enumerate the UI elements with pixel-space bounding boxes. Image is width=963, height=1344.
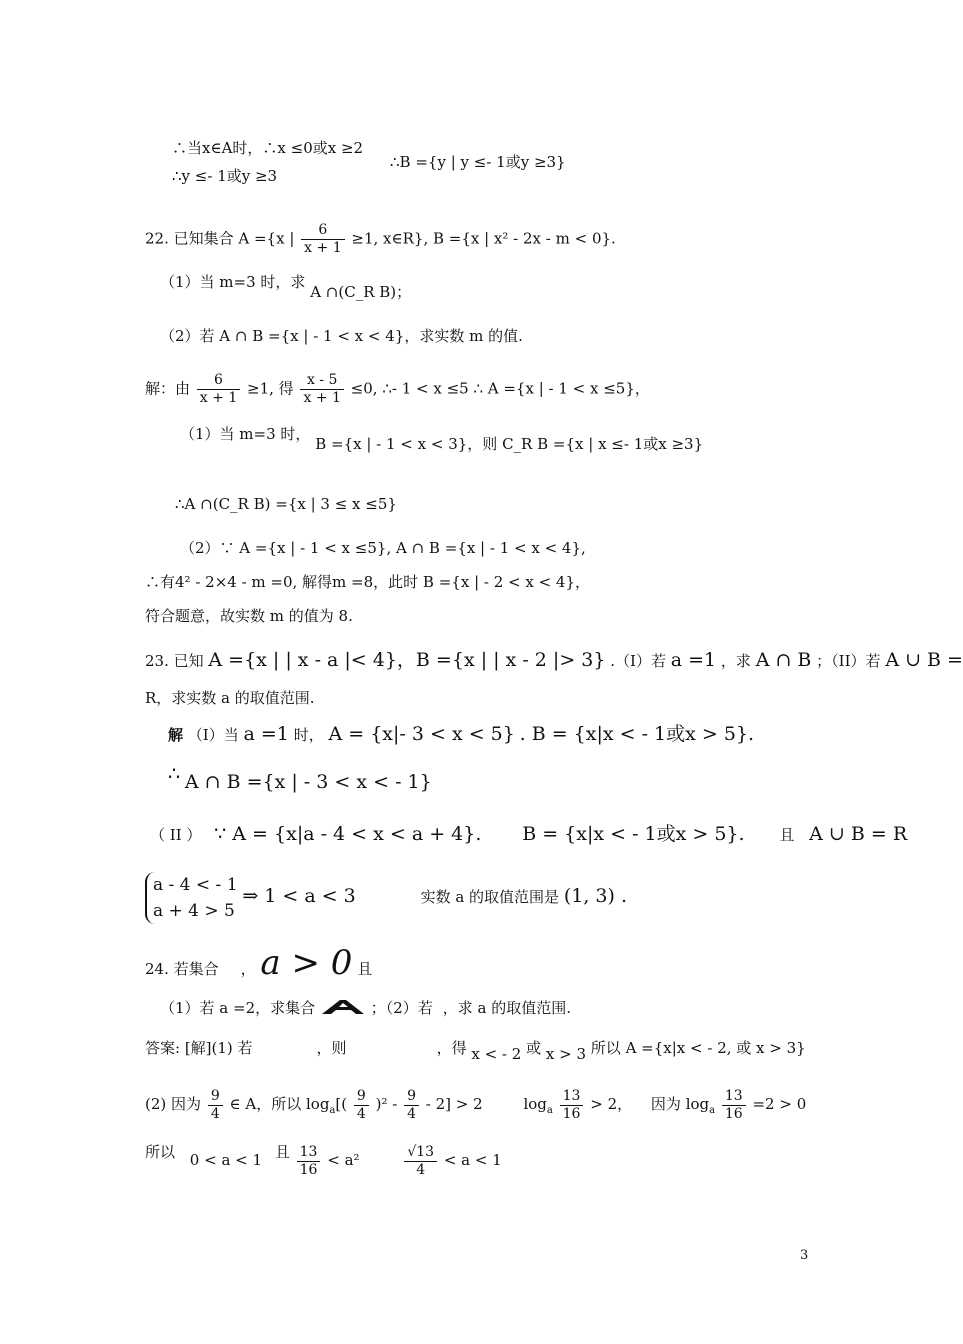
q23-e: ，求 <box>720 652 751 670</box>
s23-when: （I）当 <box>187 726 239 744</box>
a24-3a: 所以 <box>145 1143 176 1161</box>
q22-pre: 22. 已知集合 A ={x | <box>145 229 295 248</box>
a24-2c: [( <box>335 1095 348 1113</box>
s22-conclusion: 符合题意，故实数 m 的值为 8. <box>145 607 353 625</box>
s23-set-B: . B = {x|x < - 1或x > 5}. <box>519 723 755 745</box>
q22-part2: （2）若 A ∩ B ={x | - 1 < x < 4}，求实数 m 的值. <box>160 327 523 345</box>
a24-frac-sqrt13-4-num: √13 <box>404 1144 437 1162</box>
s22-part1-complement: C_R B ={x | x ≤- 1或x ≥3} <box>502 435 704 453</box>
a24-frac-9-4-c <box>404 1088 419 1123</box>
a24-2b: ∈ A，所以 log <box>229 1095 330 1113</box>
s22-fraction-1 <box>197 372 240 407</box>
a24-frac-13-16-num: 13 <box>560 1088 584 1106</box>
a24-frac-13-16-b <box>722 1088 746 1123</box>
q23-line2: R，求实数 a 的取值范围. <box>145 689 315 707</box>
a24-frac-sqrt13-4-den: 4 <box>416 1161 426 1178</box>
s22-part1-B: B ={x | - 1 < x < 3}，则 <box>315 435 498 453</box>
q24-part2-text: ；（2）若 <box>370 999 433 1017</box>
q24-statement <box>145 943 394 986</box>
a24-frac-13-16-c-den: 16 <box>299 1161 318 1178</box>
q22-part1-text: （1）当 m=3 时，求 <box>160 273 306 291</box>
q22-fraction-den: x + 1 <box>304 240 342 256</box>
s23-line3 <box>150 824 907 845</box>
q22-post: ≥1, x∈R}, B ={x | x² - 2x - m < 0}. <box>351 229 616 248</box>
q23-g: ；（II）若 <box>816 652 881 670</box>
q24-d: 且 <box>357 960 373 978</box>
s23-line4 <box>145 872 627 924</box>
s23-set-B-general: B = {x|x < - 1或x > 5}. <box>522 823 745 845</box>
s22-fraction-2 <box>300 372 343 407</box>
s22-pre: 解：由 <box>145 379 191 398</box>
s23-range-text: 实数 a 的取值范围是 <box>420 888 560 906</box>
a24-line2 <box>145 1086 806 1129</box>
s23-set-A-general: ∵ A = {x|a - 4 < x < a + 4}. <box>214 823 482 845</box>
q22-fraction-num: 6 <box>301 222 344 240</box>
s23-line2 <box>168 763 432 793</box>
q23-statement <box>145 650 963 671</box>
a24-2i: =2 > 0 <box>752 1095 807 1113</box>
a24-frac-9-4-num: 9 <box>208 1088 223 1106</box>
q23-intersection: A ∩ B <box>755 649 812 671</box>
s22-fraction-2-den: x + 1 <box>303 390 341 406</box>
q24-b: ， <box>240 960 256 978</box>
s22-intersection: ∴A ∩(C_R B) ={x | 3 ≤ x ≤5} <box>175 495 397 513</box>
s23-implies: ⇒ 1 < a < 3 <box>242 885 356 907</box>
q22-part1 <box>160 272 412 301</box>
s22-equation: ∴有4² - 2×4 - m =0, 解得m =8，此时 B ={x | - 2 < x < 4}， <box>145 573 591 591</box>
s23-qie: 且 <box>779 826 795 844</box>
q22-part1-expr: A ∩(C_R B)； <box>310 283 412 301</box>
s22-part1-text: （1）当 m=3 时， <box>180 425 311 443</box>
s22-mid: ≥1, 得 <box>247 379 294 398</box>
a24-frac-13-16-b-num: 13 <box>722 1088 746 1106</box>
a24-2b-sub: a <box>329 1105 336 1116</box>
a24-frac-9-4-b-den: 4 <box>356 1105 366 1122</box>
s23-intersection: A ∩ B ={x | - 3 < x < - 1} <box>184 771 432 793</box>
a24-2f: log <box>523 1095 547 1113</box>
line-B-set: ∴B ={y | y ≤- 1或y ≥3} <box>390 153 566 171</box>
line-when-x-in-A: ∴当x∈A时，∴x ≤0或x ≥2 <box>172 139 364 157</box>
page-number: 3 <box>800 1248 809 1263</box>
s23-ineq-2: a + 4 > 5 <box>153 901 235 921</box>
a24-2d: )² - <box>375 1095 398 1113</box>
a24-2a: (2) 因为 <box>145 1095 202 1113</box>
s23-a-eq-1: a =1 <box>243 723 289 745</box>
a24-frac-9-4-b-num: 9 <box>354 1088 369 1106</box>
a24-frac-13-16-b-den: 16 <box>724 1105 743 1122</box>
q23-union: A ∪ B = <box>885 649 963 671</box>
q24-part2-end: ，求 a 的取值范围. <box>442 999 571 1017</box>
s23-range: (1, 3) . <box>563 885 627 907</box>
a24-line1 <box>145 1038 806 1063</box>
a24-2e: - 2] > 2 <box>425 1095 483 1113</box>
a24-frac-13-16-c <box>297 1144 321 1179</box>
a24-frac-9-4 <box>208 1088 223 1123</box>
s22-part1 <box>180 424 704 453</box>
a24-f: x > 3 <box>545 1045 586 1063</box>
set-A-glyph-icon <box>320 999 366 1020</box>
s23-jie: 解 <box>168 726 184 744</box>
q24-a-positive: a > 0 <box>260 943 353 983</box>
s23-therefore: ∴ <box>168 763 181 785</box>
a24-3b: 0 < a < 1 <box>189 1151 263 1169</box>
a24-frac-13-16-den: 16 <box>562 1105 581 1122</box>
s23-ineq-1: a - 4 < - 1 <box>153 875 238 895</box>
a24-line3 <box>145 1140 502 1180</box>
q24-part1-text: （1）若 a =2，求集合 <box>160 999 316 1017</box>
a24-g: 所以 <box>590 1039 621 1057</box>
q24-a: 24. 若集合 <box>145 960 219 978</box>
a24-2g: > 2， <box>590 1095 633 1113</box>
a24-h: A ={x|x < - 2, 或 x > 3} <box>625 1039 806 1057</box>
a24-2h: 因为 log <box>650 1095 710 1113</box>
q24-part1 <box>160 998 571 1020</box>
a24-frac-9-4-den: 4 <box>210 1105 220 1122</box>
q23-sets: A ={x | | x - a |< 4}，B ={x | | x - 2 |> 3} <box>208 649 606 671</box>
a24-frac-13-16 <box>560 1088 584 1123</box>
a24-3d: < a² <box>327 1151 360 1169</box>
q23-a: 23. 已知 <box>145 652 204 670</box>
s22-line1 <box>145 372 650 407</box>
line-y-range: ∴y ≤- 1或y ≥3 <box>172 167 278 185</box>
s23-shi: 时， <box>293 726 324 744</box>
a24-3e: < a < 1 <box>443 1151 502 1169</box>
a24-a: 答案: [解](1) 若 <box>145 1039 253 1057</box>
q23-a-eq-1: a =1 <box>670 649 717 671</box>
a24-2f-sub: a <box>546 1105 553 1116</box>
q23-c: .（I）若 <box>610 652 666 670</box>
s22-fraction-2-num: x - 5 <box>300 372 343 390</box>
a24-frac-9-4-c-num: 9 <box>404 1088 419 1106</box>
s23-system <box>145 872 238 924</box>
a24-b: ，则 <box>316 1039 347 1057</box>
s23-part2: （ II ） <box>150 826 202 844</box>
q22-statement <box>145 222 616 257</box>
a24-2h-sub: a <box>709 1105 716 1116</box>
a24-d: x < - 2 <box>471 1045 522 1063</box>
a24-3c: 且 <box>274 1143 290 1161</box>
a24-c: ，得 <box>436 1039 467 1057</box>
s23-set-A: A = {x|- 3 < x < 5} <box>328 723 515 745</box>
s23-line1 <box>168 724 754 745</box>
a24-frac-9-4-b <box>354 1088 369 1123</box>
q22-fraction <box>301 222 344 257</box>
a24-frac-9-4-c-den: 4 <box>407 1105 416 1122</box>
s22-post: ≤0, ∴- 1 < x ≤5 ∴ A ={x | - 1 < x ≤5}， <box>350 379 650 398</box>
s22-fraction-1-num: 6 <box>197 372 240 390</box>
a24-frac-sqrt13-4 <box>404 1144 437 1179</box>
a24-frac-13-16-c-num: 13 <box>297 1144 321 1162</box>
a24-e: 或 <box>526 1039 542 1057</box>
s23-union-R: A ∪ B = R <box>809 823 908 845</box>
s22-part2: （2）∵ A ={x | - 1 < x ≤5}, A ∩ B ={x | - 1 < x < 4}, <box>180 539 586 557</box>
s22-fraction-1-den: x + 1 <box>199 390 238 406</box>
